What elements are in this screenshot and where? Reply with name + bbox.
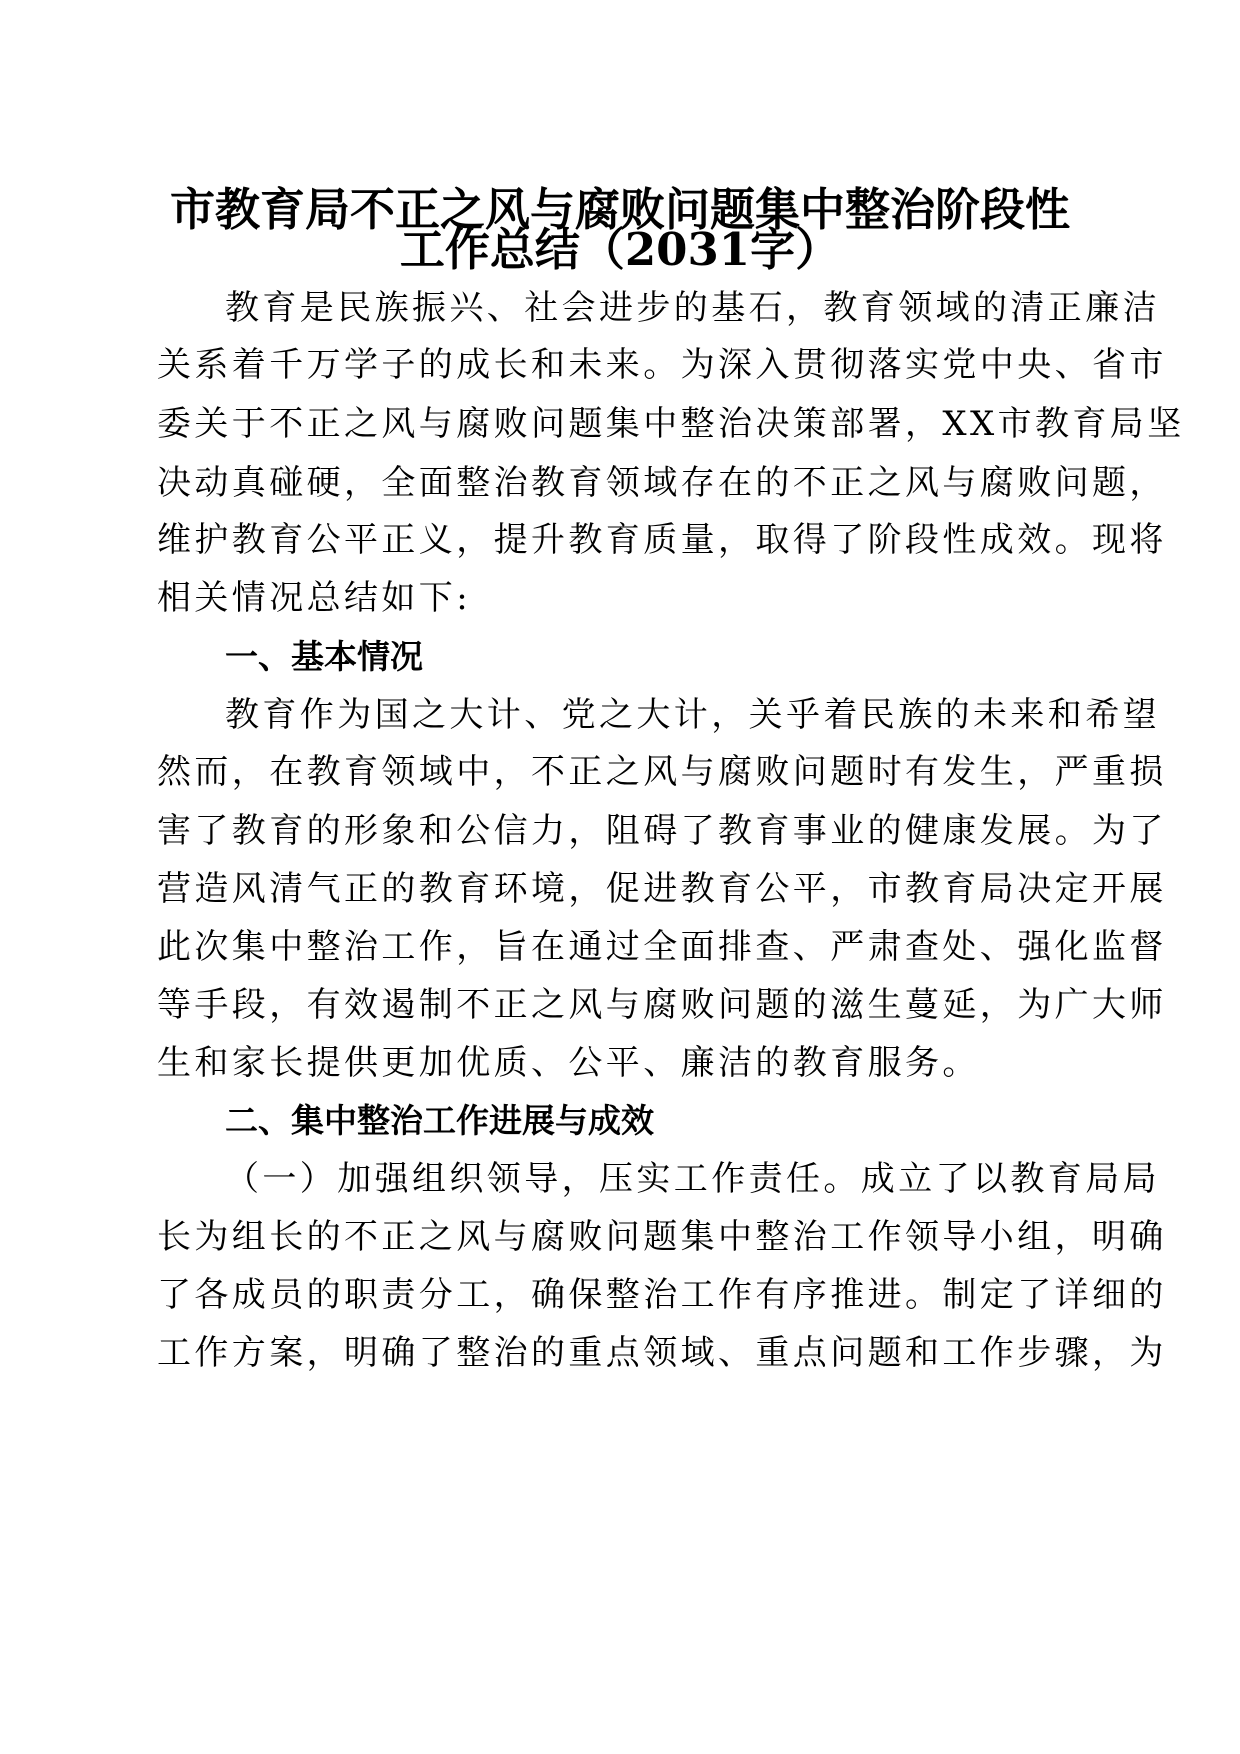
section1-line-5: 此次集中整治工作，旨在通过全面排查、严肃查处、强化监督 (157, 927, 1167, 967)
document-title-line-1: 市教育局不正之风与腐败问题集中整治阶段性 (169, 183, 1070, 236)
section2-line-3: 了各成员的职责分工，确保整治工作有序推进。制定了详细的 (157, 1275, 1167, 1315)
section-heading-basic-situation: 一、基本情况 (225, 637, 423, 676)
intro-line-2: 关系着千万学子的成长和未来。为深入贯彻落实党中央、省市 (157, 345, 1167, 385)
section-heading-progress-results: 二、集中整治工作进展与成效 (225, 1101, 654, 1140)
intro-line-5: 维护教育公平正义，提升教育质量，取得了阶段性成效。现将 (157, 520, 1167, 560)
section1-line-2: 然而，在教育领域中，不正之风与腐败问题时有发生，严重损 (157, 752, 1167, 792)
intro-line-6: 相关情况总结如下: (157, 578, 472, 618)
section2-line-2: 长为组长的不正之风与腐败问题集中整治工作领导小组，明确 (157, 1217, 1167, 1257)
section2-line-4: 工作方案，明确了整治的重点领域、重点问题和工作步骤，为 (157, 1333, 1167, 1373)
document-title-line-2: 工作总结（2031字） (399, 223, 841, 276)
intro-line-3: 委关于不正之风与腐败问题集中整治决策部署，XX市教育局坚 (157, 404, 1185, 444)
intro-line-1: 教育是民族振兴、社会进步的基石，教育领域的清正廉洁 (225, 288, 1160, 328)
section1-line-7: 生和家长提供更加优质、公平、廉洁的教育服务。 (157, 1043, 980, 1083)
section1-line-3: 害了教育的形象和公信力，阻碍了教育事业的健康发展。为了 (157, 811, 1167, 851)
section2-line-1: （一）加强组织领导，压实工作责任。成立了以教育局局 (225, 1159, 1160, 1199)
intro-line-4: 决动真碰硬，全面整治教育领域存在的不正之风与腐败问题， (157, 463, 1167, 503)
section1-line-1: 教育作为国之大计、党之大计，关乎着民族的未来和希望 (225, 695, 1160, 735)
section1-line-4: 营造风清气正的教育环境，促进教育公平，市教育局决定开展 (157, 869, 1167, 909)
section1-line-6: 等手段，有效遏制不正之风与腐败问题的滋生蔓延，为广大师 (157, 985, 1167, 1025)
